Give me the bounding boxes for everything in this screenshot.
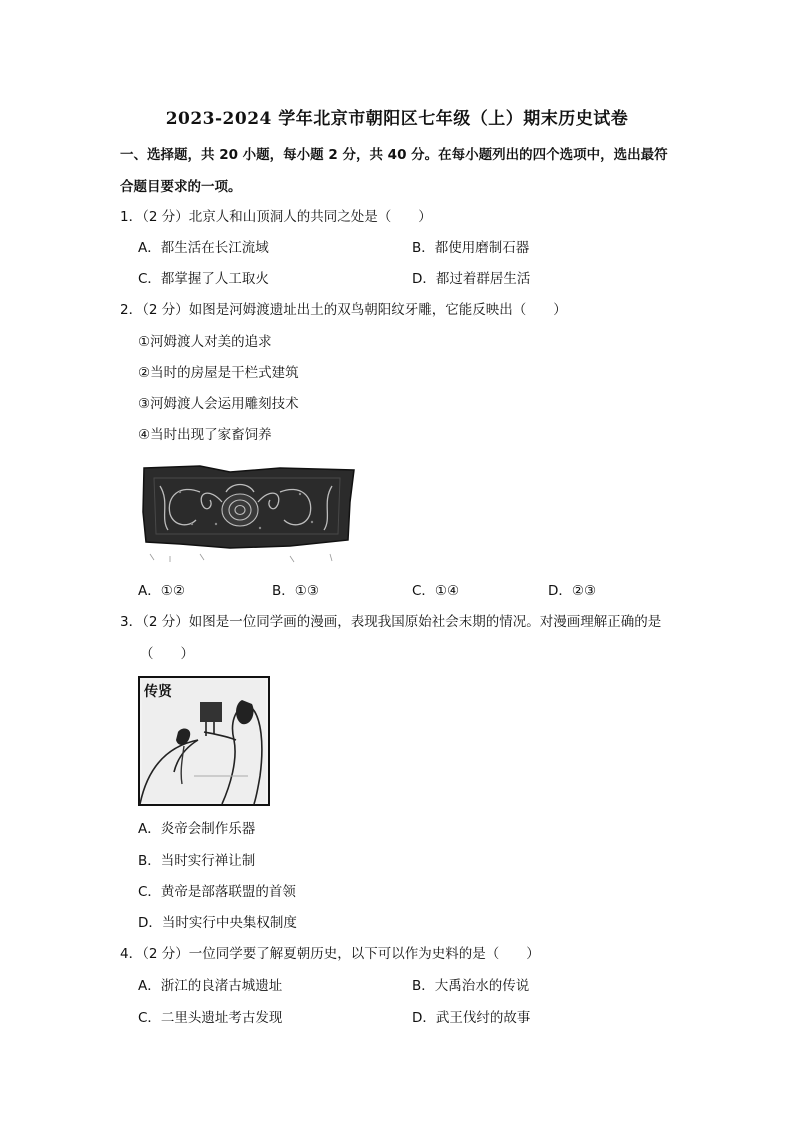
question-2-statement-2: ②当时的房屋是干栏式建筑	[138, 365, 299, 381]
question-1-option-a[interactable]: A．都生活在长江流域	[138, 240, 269, 256]
page-title: 2023-2024 学年北京市朝阳区七年级（上）期末历史试卷	[165, 109, 629, 129]
question-4-option-c[interactable]: C．二里头遗址考古发现	[138, 1010, 283, 1026]
question-2-statement-1: ①河姆渡人对美的追求	[138, 334, 272, 350]
section-heading-line2: 合题目要求的一项。	[120, 179, 242, 195]
question-4-option-d[interactable]: D．武王伐纣的故事	[412, 1010, 531, 1026]
question-1-option-c[interactable]: C．都掌握了人工取火	[138, 271, 269, 287]
question-3-option-d[interactable]: D．当时实行中央集权制度	[138, 915, 297, 931]
question-2-statement-3: ③河姆渡人会运用雕刻技术	[138, 396, 299, 412]
question-4-stem: 4．（2 分）一位同学要了解夏朝历史，以下可以作为史料的是（ ）	[120, 946, 540, 962]
ivory-carving-image	[140, 462, 362, 568]
question-1-option-b[interactable]: B．都使用磨制石器	[412, 240, 530, 256]
question-3-answer-paren: （ ）	[140, 646, 194, 662]
question-3-option-a[interactable]: A．炎帝会制作乐器	[138, 821, 256, 837]
question-4-option-b[interactable]: B．大禹治水的传说	[412, 978, 530, 994]
question-2-statement-4: ④当时出现了家畜饲养	[138, 427, 272, 443]
question-2-stem: 2．（2 分）如图是河姆渡遗址出土的双鸟朝阳纹牙雕，它能反映出（ ）	[120, 302, 567, 318]
question-2-option-a[interactable]: A．①②	[138, 583, 185, 599]
question-4-option-a[interactable]: A．浙江的良渚古城遗址	[138, 978, 283, 994]
cartoon-caption: 传贤	[144, 684, 172, 700]
cartoon-image	[138, 676, 270, 806]
question-3-stem: 3．（2 分）如图是一位同学画的漫画，表现我国原始社会末期的情况。对漫画理解正确的是	[120, 614, 662, 630]
question-1-stem: 1．（2 分）北京人和山顶洞人的共同之处是（ ）	[120, 209, 432, 225]
question-2-option-c[interactable]: C．①④	[412, 583, 460, 599]
question-2-option-d[interactable]: D．②③	[548, 583, 597, 599]
question-1-option-d[interactable]: D．都过着群居生活	[412, 271, 531, 287]
question-2-option-b[interactable]: B．①③	[272, 583, 319, 599]
question-3-option-b[interactable]: B．当时实行禅让制	[138, 853, 256, 869]
section-heading-line1: 一、选择题，共 20 小题，每小题 2 分，共 40 分。在每小题列出的四个选项中，选出最符	[120, 147, 668, 163]
question-3-option-c[interactable]: C．黄帝是部落联盟的首领	[138, 884, 296, 900]
